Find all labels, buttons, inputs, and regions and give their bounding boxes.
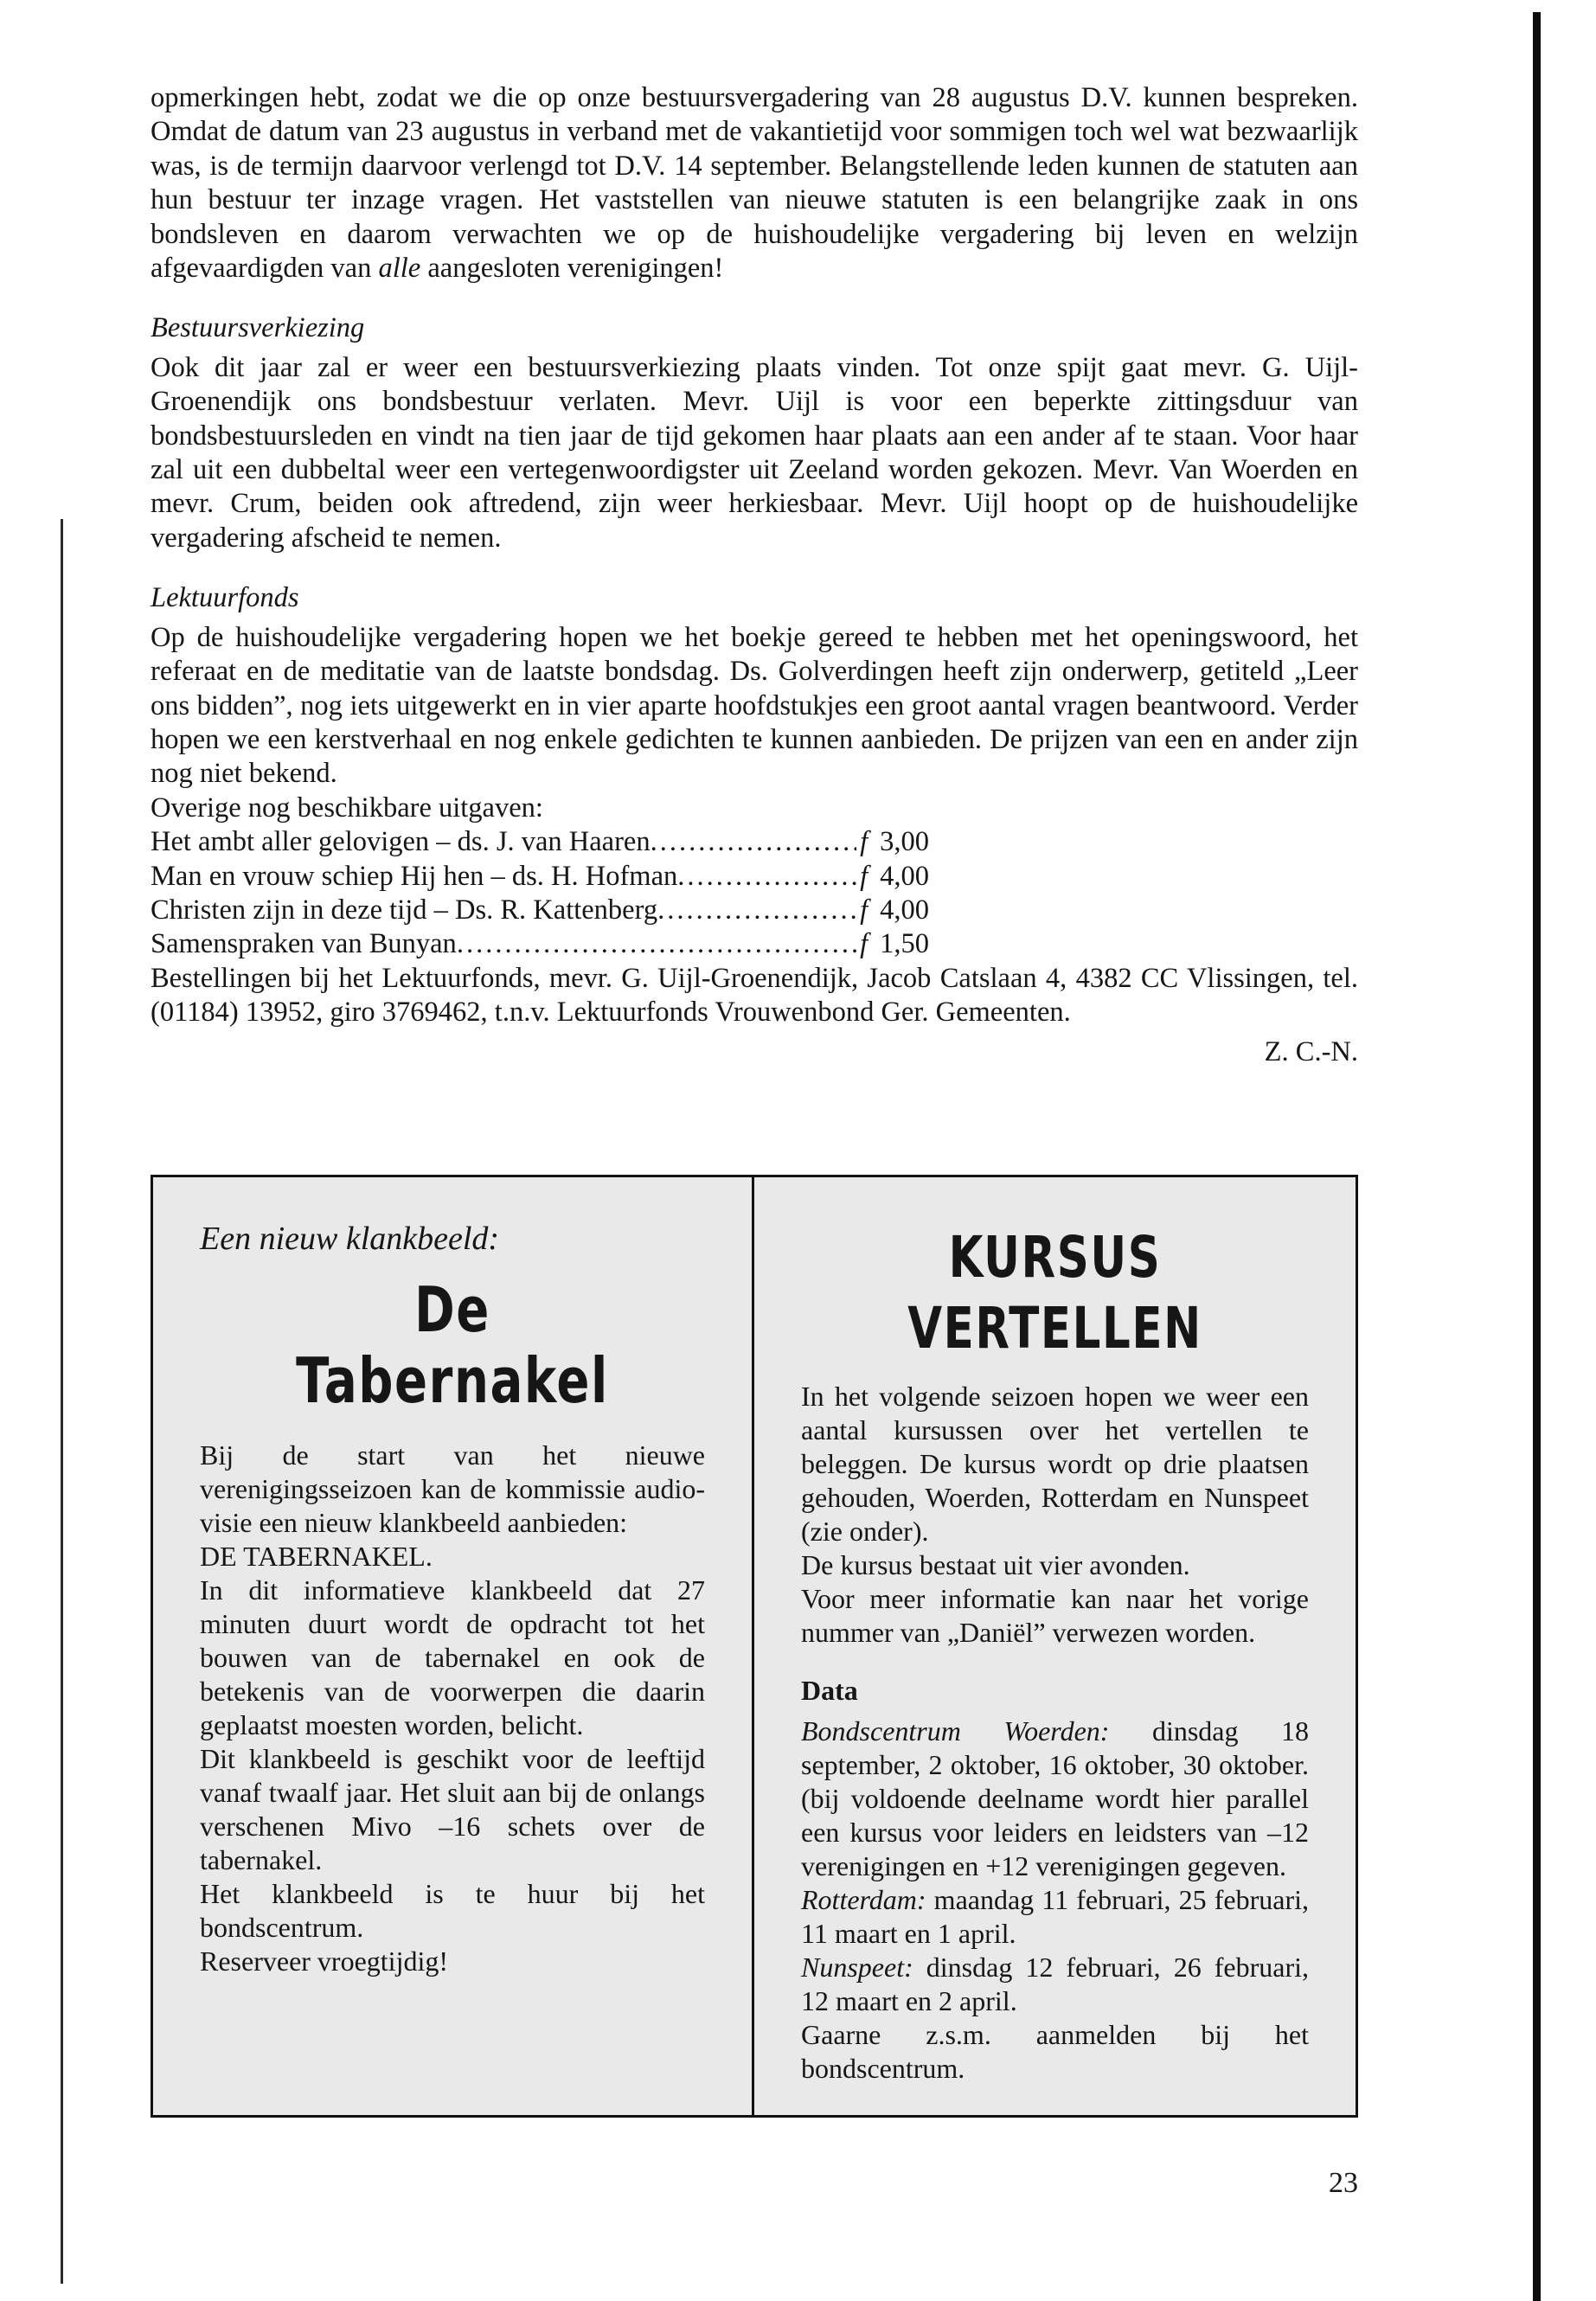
- klankbeeld-intro: Een nieuw klankbeeld:: [200, 1221, 500, 1257]
- article-body: [151, 81, 1358, 1069]
- publication-title: Het ambt aller gelovigen – ds. J. van Haaren: [151, 826, 651, 858]
- publication-title: Man en vrouw schiep Hij hen – ds. H. Hofman: [151, 860, 678, 892]
- currency-symbol: f: [860, 894, 869, 926]
- section-heading-bestuursverkiezing: Bestuursverkiezing: [151, 312, 365, 344]
- publication-item: [151, 860, 929, 894]
- kursus-text: In het volgende seizoen hopen we weer een aantal kursussen over het vertellen te beleggen. De kursus wordt op drie plaatsen gehouden, Woerden, Rotterdam en Nunspeet (zie onder).: [801, 1381, 1309, 1547]
- bestuursverkiezing-paragraph: Ook dit jaar zal er weer een bestuursverkiezing plaats vinden. Tot onze spijt gaat mevr. G. Uijl-Groenendijk ons bondsbestuur verlaten. Mevr. Uijl is voor een beperkte zittingsduur van bondsbestuursleden en vindt na tien jaar de tijd gekomen haar plaats aan een ander af te staan. Voor haar zal uit een dubbeltal weer een vertegenwoordigster uit Zeeland worden gekozen. Mevr. Van Woerden en mevr. Crum, beiden ook aftredend, zijn weer herkiesbaar. Mevr. Uijl hoopt op de huishoudelijke vergadering afscheid te nemen.: [151, 351, 1358, 554]
- publication-price: 4,00: [880, 860, 929, 892]
- kursus-text: De kursus bestaat uit vier avonden.: [801, 1549, 1190, 1580]
- publication-item: [151, 825, 929, 859]
- publication-item: [151, 927, 929, 961]
- klankbeeld-box: [153, 1177, 754, 2115]
- kursus-title: KURSUS VERTELLEN: [907, 1224, 1202, 1362]
- publication-price: 1,50: [880, 928, 929, 960]
- kursus-date-entry: Nunspeet: dinsdag 12 februari, 26 februari, 12 maart en 2 april.: [801, 1952, 1309, 2016]
- currency-symbol: f: [860, 928, 869, 960]
- page-edge-left: [61, 519, 63, 2284]
- location-label: Bondscentrum Woerden:: [801, 1715, 1110, 1747]
- intro-paragraph: opmerkingen hebt, zodat we die op onze bestuursvergadering van 28 augustus D.V. kunnen bespreken. Omdat de datum van 23 augustus in verband met de vakantietijd voor sommigen toch wel wat bezwaarlijk was, is de termijn daarvoor verlengd tot D.V. 14 september. Belangstellende leden kunnen de statuten aan hun bestuur ter inzage vragen. Het vaststellen van nieuwe statuten is een belangrijke zaak in ons bondsleven en daarom verwachten we op de huishoudelijke vergadering bij leven en welzijn afgevaardigden van alle aangesloten verenigingen!: [151, 82, 1358, 285]
- kursus-box: [754, 1177, 1356, 2115]
- location-label: Nunspeet:: [801, 1952, 913, 1983]
- kursus-date-entry: Rotterdam: maandag 11 februari, 25 februari, 11 maart en 1 april.: [801, 1884, 1309, 1949]
- publication-title: Christen zijn in deze tijd – Ds. R. Kattenberg: [151, 894, 658, 926]
- klankbeeld-text: In dit informatieve klankbeeld dat 27 minuten duurt wordt de opdracht tot het bouwen van de tabernakel en ook de betekenis van de voorwerpen die daarin geplaatst moesten worden, belicht.: [200, 1574, 705, 1740]
- order-info: Bestellingen bij het Lektuurfonds, mevr. G. Uijl-Groenendijk, Jacob Catslaan 4, 4382 CC Vlissingen, tel. (01184) 13952, giro 3769462, t.n.v. Lektuurfonds Vrouwenbond Ger. Gemeenten.: [151, 962, 1358, 1029]
- section-heading-lektuurfonds: Lektuurfonds: [151, 582, 299, 614]
- publication-title: Samenspraken van Bunyan: [151, 928, 457, 960]
- kursus-text: Gaarne z.s.m. aanmelden bij het bondscentrum.: [801, 2019, 1309, 2084]
- author-signature: Z. C.-N.: [1264, 1035, 1358, 1067]
- currency-symbol: f: [860, 860, 869, 892]
- lektuurfonds-paragraph: Op de huishoudelijke vergadering hopen we het boekje gereed te hebben met het openingswoord, het referaat en de meditatie van de laatste bondsdag. Ds. Golverdingen heeft zijn onderwerp, getiteld „Leer ons bidden”, nog iets uitgewerkt en in vier aparte hoofdstukjes een groot aantal vragen beantwoord. Verder hopen we een kerstverhaal en nog enkele gedichten te kunnen aanbieden. De prijzen van een en ander zijn nog niet bekend.: [151, 621, 1358, 790]
- publication-price: 3,00: [880, 826, 929, 858]
- publication-item: [151, 894, 929, 927]
- currency-symbol: f: [860, 826, 869, 858]
- kursus-date-entry: Bondscentrum Woerden: dinsdag 18 september, 2 oktober, 16 oktober, 30 oktober. (bij voldoende deelname wordt hier parallel een kursus voor leiders en leidsters van –12 verenigingen en +12 verenigingen gegeven.: [801, 1715, 1309, 1881]
- data-heading: Data: [801, 1675, 858, 1706]
- klankbeeld-title: De Tabernakel: [296, 1273, 609, 1417]
- announcement-boxes: [151, 1175, 1358, 2118]
- publication-list: [151, 825, 1358, 962]
- page-edge-right: [1533, 12, 1541, 2301]
- klankbeeld-text: Reserveer vroegtijdig!: [200, 1945, 448, 1977]
- publications-intro: Overige nog beschikbare uitgaven:: [151, 792, 543, 824]
- location-label: Rotterdam:: [801, 1884, 926, 1915]
- emphasis-text: alle: [378, 253, 421, 285]
- page-number: 23: [1329, 2167, 1358, 2199]
- publication-price: 4,00: [880, 894, 929, 926]
- klankbeeld-text: Bij de start van het nieuwe verenigingsseizoen kan de kommissie audio-visie een nieuw klankbeeld aanbieden:: [200, 1439, 705, 1538]
- kursus-text: Voor meer informatie kan naar het vorige nummer van „Daniël” verwezen worden.: [801, 1583, 1309, 1648]
- klankbeeld-text: Dit klankbeeld is geschikt voor de leeftijd vanaf twaalf jaar. Het sluit aan bij de onlangs verschenen Mivo –16 schets over de tabernakel.: [200, 1743, 705, 1875]
- klankbeeld-text: Het klankbeeld is te huur bij het bondscentrum.: [200, 1878, 705, 1943]
- klankbeeld-name: DE TABERNAKEL.: [200, 1541, 433, 1572]
